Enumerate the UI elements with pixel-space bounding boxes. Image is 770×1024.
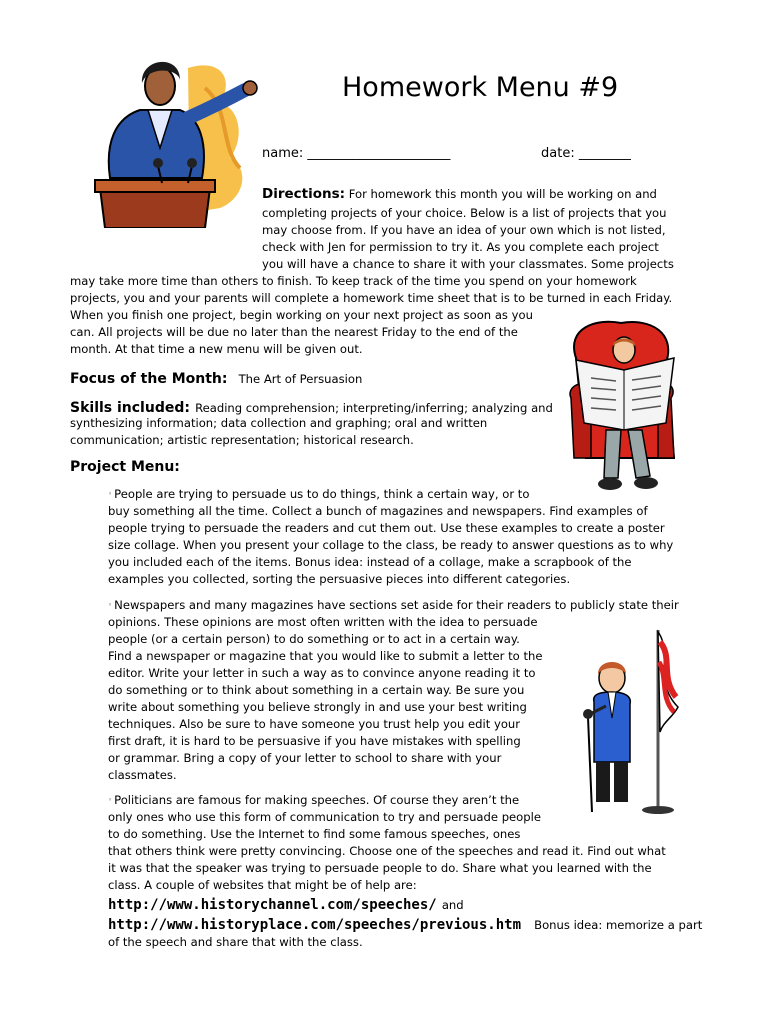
focus-label: Focus of the Month:	[70, 371, 228, 387]
directions-label: Directions:	[262, 186, 346, 202]
history-place-link[interactable]: http://www.historyplace.com/speeches/previous.htm	[108, 917, 522, 933]
project-line: of the speech and share that with the class.	[108, 935, 363, 949]
project-line: write about something you believe strongly in and use your best writing	[108, 700, 527, 714]
directions-line: For homework this month you will be working on and	[348, 187, 657, 201]
page-title: Homework Menu #9	[342, 72, 619, 103]
project-line: examples you collected, sorting the persuasive pieces into different categories.	[108, 572, 571, 586]
directions-line: month. At that time a new menu will be given out.	[70, 342, 363, 356]
project-line: that others think were pretty convincing. Choose one of the speeches and read it. Find out what	[108, 844, 666, 858]
skills-label: Skills included:	[70, 400, 190, 416]
project-3	[108, 792, 519, 809]
bullet-icon: ◦	[108, 796, 113, 804]
project-line: to do something. Use the Internet to find some famous speeches, ones	[108, 827, 521, 841]
project-line: size collage. When you present your collage to the class, be ready to answer questions as to why	[108, 538, 674, 552]
bullet-icon: ◦	[108, 490, 113, 498]
boy-at-microphone-illustration	[578, 622, 688, 822]
name-date-fields	[262, 146, 631, 161]
project-line: Find a newspaper or magazine that you would like to submit a letter to the	[108, 649, 543, 663]
url-line-2	[108, 914, 702, 933]
directions-line: may take more time than others to finish. To keep track of the time you spend on your homework	[70, 274, 637, 288]
project-line: editor. Write your letter in such a way as to convince anyone reading it to	[108, 666, 536, 680]
name-label: name:	[262, 146, 304, 161]
and-text: and	[441, 898, 464, 912]
project-line: do something or to think about something in a certain way. Be sure you	[108, 683, 525, 697]
name-blank: ______________________	[307, 146, 451, 161]
project-line: opinions. These opinions are most often written with the idea to persuade	[108, 615, 538, 629]
project-line: buy something all the time. Collect a bunch of magazines and newspapers. Find examples of	[108, 504, 648, 518]
project-line: techniques. Also be sure to have someone you trust help you edit your	[108, 717, 521, 731]
woman-at-podium-illustration	[70, 48, 260, 228]
bonus-text: Bonus idea: memorize a part	[534, 918, 703, 932]
project-line: classmates.	[108, 768, 177, 782]
history-channel-link[interactable]: http://www.historychannel.com/speeches/	[108, 897, 437, 913]
project-line: people (or a certain person) to do something or to act in a certain way.	[108, 632, 520, 646]
bullet-icon: ◦	[108, 601, 113, 609]
project-line: you included each of the items. Bonus idea: instead of a collage, make a scrapbook of the	[108, 555, 632, 569]
date-label: date:	[541, 146, 575, 161]
directions-line: completing projects of your choice. Below is a list of projects that you	[262, 206, 667, 220]
project-line: Newspapers and many magazines have sections set aside for their readers to publicly state their	[114, 598, 679, 612]
skills-line: Reading comprehension; interpreting/inferring; analyzing and	[195, 401, 553, 415]
project-2	[108, 597, 679, 614]
project-1	[108, 486, 529, 503]
project-line: class. A couple of websites that might be of help are:	[108, 878, 417, 892]
skills-line: synthesizing information; data collection and graphing; oral and written	[70, 416, 488, 430]
skills-line: communication; artistic representation; historical research.	[70, 433, 414, 447]
directions-line: check with Jen for permission to try it. As you complete each project	[262, 240, 659, 254]
date-blank: ________	[578, 146, 631, 161]
project-line: people trying to persuade the readers and cut them out. Use these examples to create a poster	[108, 521, 665, 535]
project-line: or grammar. Bring a copy of your letter to school to share with your	[108, 751, 502, 765]
project-menu-heading: Project Menu:	[70, 459, 180, 475]
url-line-1	[108, 894, 464, 913]
project-line: first draft, it is hard to be persuasive if you have mistakes with spelling	[108, 734, 521, 748]
focus-of-month	[70, 368, 362, 387]
project-line: People are trying to persuade us to do things, think a certain way, or to	[114, 487, 530, 501]
directions-line: When you finish one project, begin working on your next project as soon as you	[70, 308, 533, 322]
focus-value: The Art of Persuasion	[238, 372, 363, 386]
project-line: it was that the speaker was trying to persuade people to do. Share what you learned with the	[108, 861, 652, 875]
man-reading-newspaper-illustration	[566, 318, 681, 496]
directions-line: you will have a chance to share it with your classmates. Some projects	[262, 257, 674, 271]
skills-included	[70, 397, 553, 416]
project-line: Politicians are famous for making speeches. Of course they aren’t the	[114, 793, 520, 807]
project-line: only ones who use this form of communication to try and persuade people	[108, 810, 541, 824]
directions-line: can. All projects will be due no later than the nearest Friday to the end of the	[70, 325, 518, 339]
directions-line: projects, you and your parents will complete a homework time sheet that is to be turned in each Friday.	[70, 291, 673, 305]
directions-line: may choose from. If you have an idea of your own which is not listed,	[262, 223, 666, 237]
